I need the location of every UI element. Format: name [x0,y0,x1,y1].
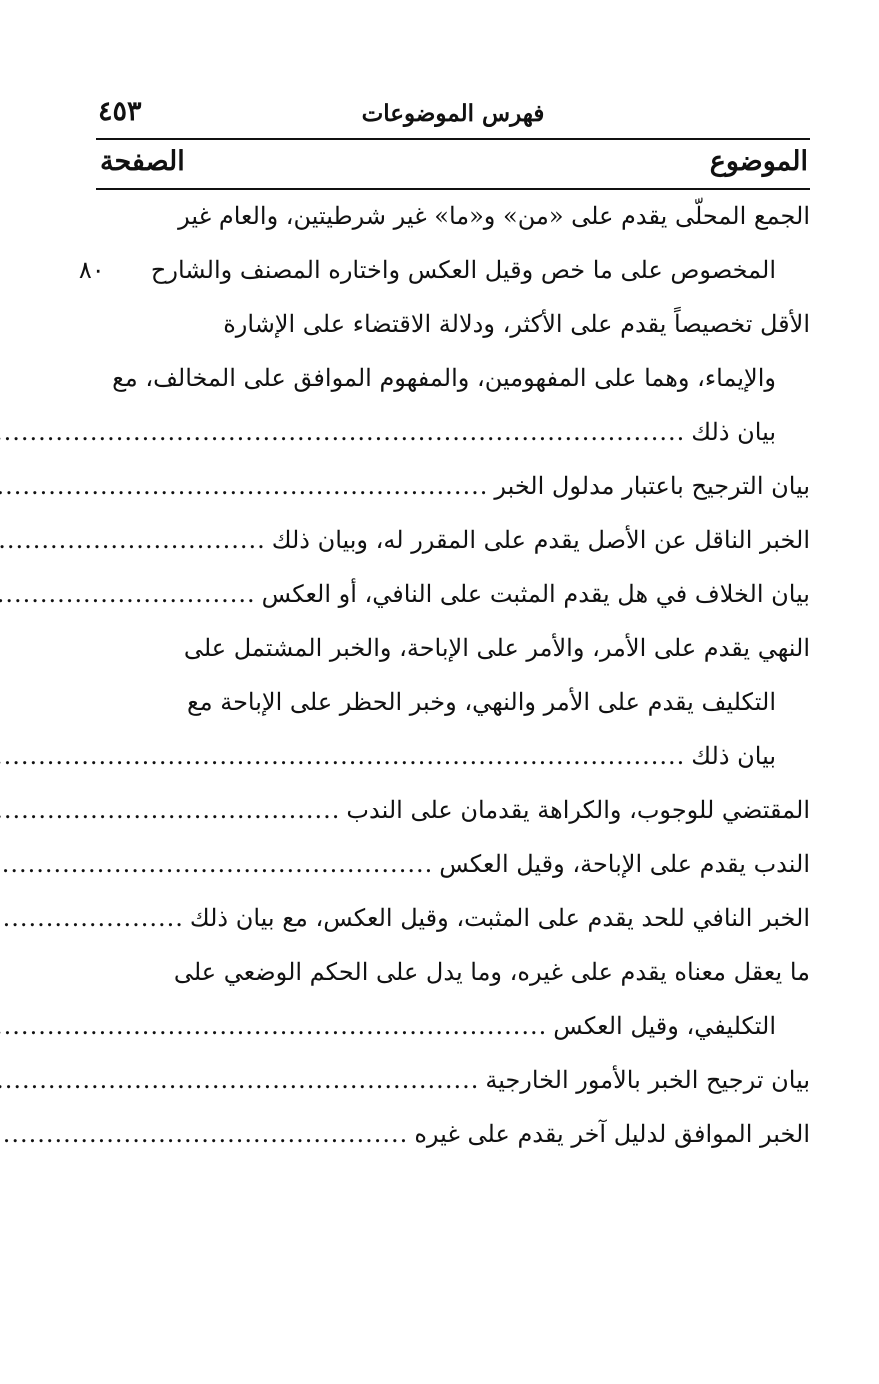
entry-line [96,202,810,256]
entry-line [96,742,810,796]
entry-text: بيان ترجيح الخبر بالأمور الخارجية [485,1066,810,1094]
dot-leader [0,1012,547,1040]
entry-text: الخبر النافي للحد يقدم على المثبت، وقيل العكس، مع بيان ذلك [189,904,810,932]
entry-text: النهي يقدم على الأمر، والأمر على الإباحة، والخبر المشتمل على [183,634,810,662]
index-entry [96,580,810,634]
entry-text: والإيماء، وهما على المفهومين، والمفهوم الموافق على المخالف، مع [112,364,776,392]
dot-leader [0,796,340,824]
index-entry [96,1120,810,1174]
entry-line [78,256,810,310]
entry-text: الندب يقدم على الإباحة، وقيل العكس [439,850,810,878]
index-entry [96,526,810,580]
index-entry [96,958,810,1066]
entry-line [96,634,810,688]
entry-text: الخبر الموافق لدليل آخر يقدم على غيره [414,1120,810,1148]
entry-line [96,526,810,580]
entry-text: التكليفي، وقيل العكس [553,1012,776,1040]
dot-leader [0,526,266,554]
page-column-heading: الصفحة [100,146,185,177]
index-entry [96,310,810,472]
index-entry [96,904,810,958]
entry-line [96,472,810,526]
dot-leader [0,472,488,500]
entry-text: المقتضي للوجوب، والكراهة يقدمان على الندب [346,796,810,824]
running-header [96,92,810,138]
index-entry [96,796,810,850]
entry-line [96,904,810,958]
dot-leader [0,742,685,770]
entry-text: الأقل تخصيصاً يقدم على الأكثر، ودلالة الاقتضاء على الإشارة [223,310,810,338]
entry-line [96,958,810,1012]
column-headings [96,140,810,188]
index-page [78,92,810,1292]
page-number: ٤٥٣ [98,96,142,127]
entry-text: بيان الترجيح باعتبار مدلول الخبر [494,472,810,500]
entry-text: ما يعقل معناه يقدم على غيره، وما يدل على الحكم الوضعي على [173,958,810,986]
index-entry [96,1066,810,1120]
entry-text: التكليف يقدم على الأمر والنهي، وخبر الحظر على الإباحة مع [186,688,776,716]
entry-text: الخبر الناقل عن الأصل يقدم على المقرر له، وبيان ذلك [271,526,810,554]
index-entries [78,202,810,1174]
dot-leader [0,580,256,608]
topic-column-heading: الموضوع [709,146,808,177]
entry-line [96,850,810,904]
index-entry [96,850,810,904]
dot-leader [0,1120,408,1148]
dot-leader [0,904,184,932]
dot-leader [0,1066,479,1094]
entry-text: بيان ذلك [691,418,776,446]
index-entry [96,634,810,796]
entry-line [96,1120,810,1174]
entry-page-number: ٨٠ [78,256,105,284]
entry-text: الجمع المحلّى يقدم على «من» و«ما» غير شرطيتين، والعام غير [178,202,810,230]
entry-line [96,580,810,634]
entry-text: بيان ذلك [691,742,776,770]
entry-text: المخصوص على ما خص وقيل العكس واختاره المصنف والشارح [150,256,776,284]
column-heading-rule [96,188,810,190]
entry-line [96,364,810,418]
dot-leader [0,418,685,446]
entry-line [96,1012,810,1066]
entry-line [96,310,810,364]
entry-line [96,418,810,472]
entry-line [96,1066,810,1120]
entry-text: بيان الخلاف في هل يقدم المثبت على النافي، أو العكس [261,580,810,608]
index-entry [78,202,810,310]
running-title: فهرس الموضوعات [361,100,545,127]
dot-leader [0,850,433,878]
index-entry [96,472,810,526]
entry-line [96,796,810,850]
entry-line [96,688,810,742]
